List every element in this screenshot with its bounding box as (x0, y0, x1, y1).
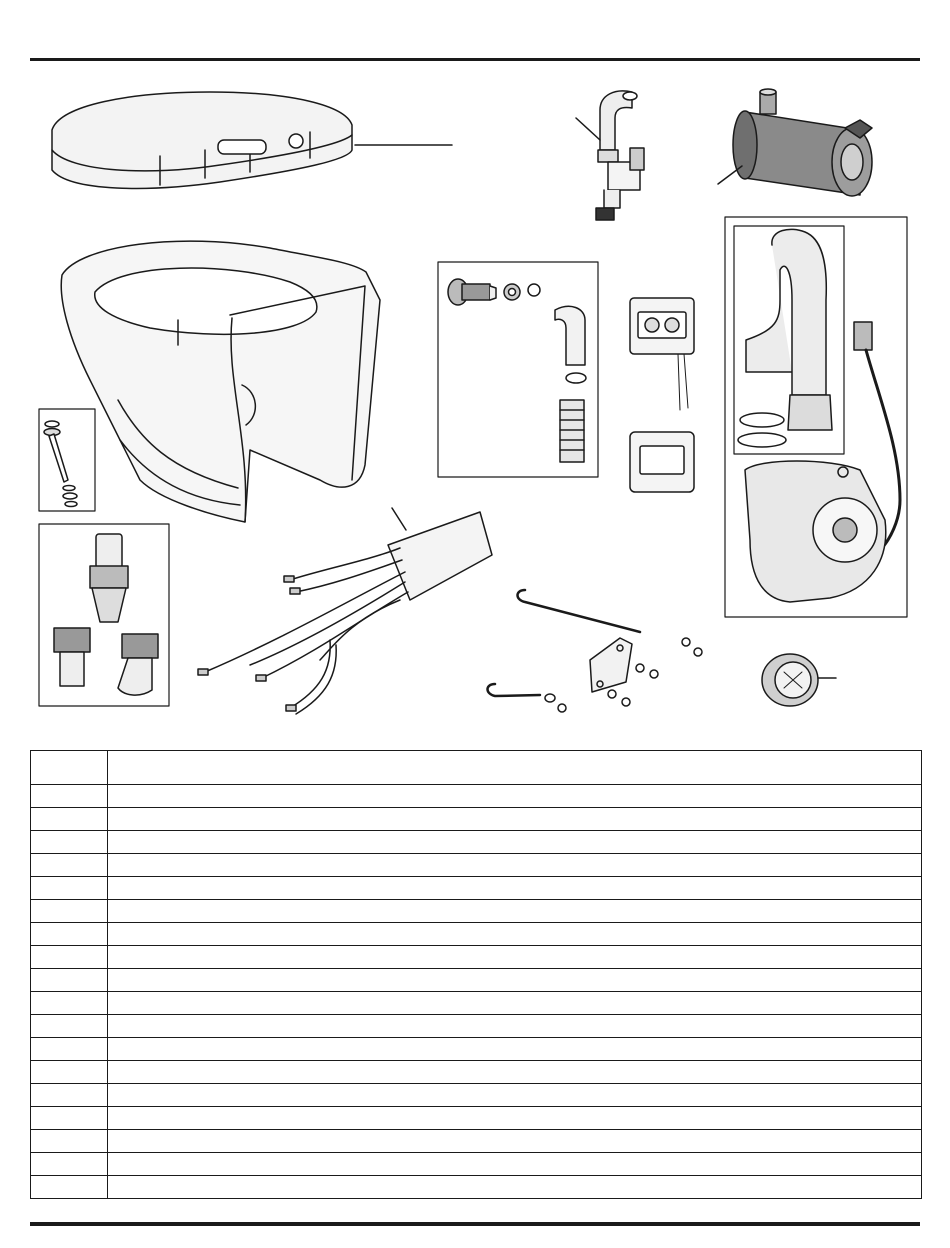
row-description-cell (108, 946, 922, 969)
row-description-cell (108, 1038, 922, 1061)
top-rule (30, 58, 920, 61)
row-description-cell (108, 900, 922, 923)
switch-panel-icon (630, 298, 694, 492)
row-number-cell (31, 1153, 108, 1176)
row-number-cell (31, 877, 108, 900)
table-row (31, 923, 922, 946)
row-description-cell (108, 1061, 922, 1084)
row-description-cell (108, 1015, 922, 1038)
row-number-cell (31, 1061, 108, 1084)
hose-adapter-icon (39, 524, 169, 706)
table-row (31, 946, 922, 969)
table-row (31, 808, 922, 831)
table-row (31, 992, 922, 1015)
row-number-cell (31, 1084, 108, 1107)
table-row (31, 1107, 922, 1130)
row-number-cell (31, 1107, 108, 1130)
bottom-rule (30, 1222, 920, 1226)
parts-diagram (0, 66, 950, 716)
table-row (31, 1015, 922, 1038)
row-description-cell (108, 877, 922, 900)
header-description-cell (108, 751, 922, 785)
table-row (31, 1130, 922, 1153)
row-number-cell (31, 1176, 108, 1199)
table-row (31, 900, 922, 923)
table-row (31, 1038, 922, 1061)
toilet-seat-icon (52, 92, 452, 188)
pin-icon (39, 409, 95, 511)
row-description-cell (108, 1107, 922, 1130)
row-number-cell (31, 900, 108, 923)
table-row (31, 877, 922, 900)
table-row (31, 1176, 922, 1199)
table-row (31, 785, 922, 808)
row-description-cell (108, 1176, 922, 1199)
table-row (31, 1061, 922, 1084)
row-number-cell (31, 808, 108, 831)
table-row (31, 1084, 922, 1107)
row-number-cell (31, 969, 108, 992)
pipe-elbow-icon (576, 91, 644, 220)
row-description-cell (108, 785, 922, 808)
table-row (31, 831, 922, 854)
row-number-cell (31, 992, 108, 1015)
header-number-cell (31, 751, 108, 785)
table-header-row (31, 751, 922, 785)
hose-fitting-icon (438, 262, 598, 477)
row-number-cell (31, 946, 108, 969)
table-row (31, 1153, 922, 1176)
bolt-icon (488, 590, 703, 712)
toilet-bowl-icon (61, 241, 380, 522)
row-description-cell (108, 1153, 922, 1176)
macerator-pump-icon (725, 217, 907, 617)
row-number-cell (31, 923, 108, 946)
row-description-cell (108, 1084, 922, 1107)
row-description-cell (108, 831, 922, 854)
row-number-cell (31, 1038, 108, 1061)
row-description-cell (108, 992, 922, 1015)
motor-icon (718, 89, 872, 196)
row-description-cell (108, 1130, 922, 1153)
table-row (31, 854, 922, 877)
row-number-cell (31, 1130, 108, 1153)
row-number-cell (31, 1015, 108, 1038)
parts-table (30, 750, 922, 1199)
wire-harness-icon (198, 508, 492, 714)
row-number-cell (31, 854, 108, 877)
row-description-cell (108, 854, 922, 877)
row-description-cell (108, 969, 922, 992)
row-description-cell (108, 808, 922, 831)
row-description-cell (108, 923, 922, 946)
row-number-cell (31, 831, 108, 854)
row-number-cell (31, 785, 108, 808)
table-row (31, 969, 922, 992)
valve-icon (762, 654, 836, 706)
